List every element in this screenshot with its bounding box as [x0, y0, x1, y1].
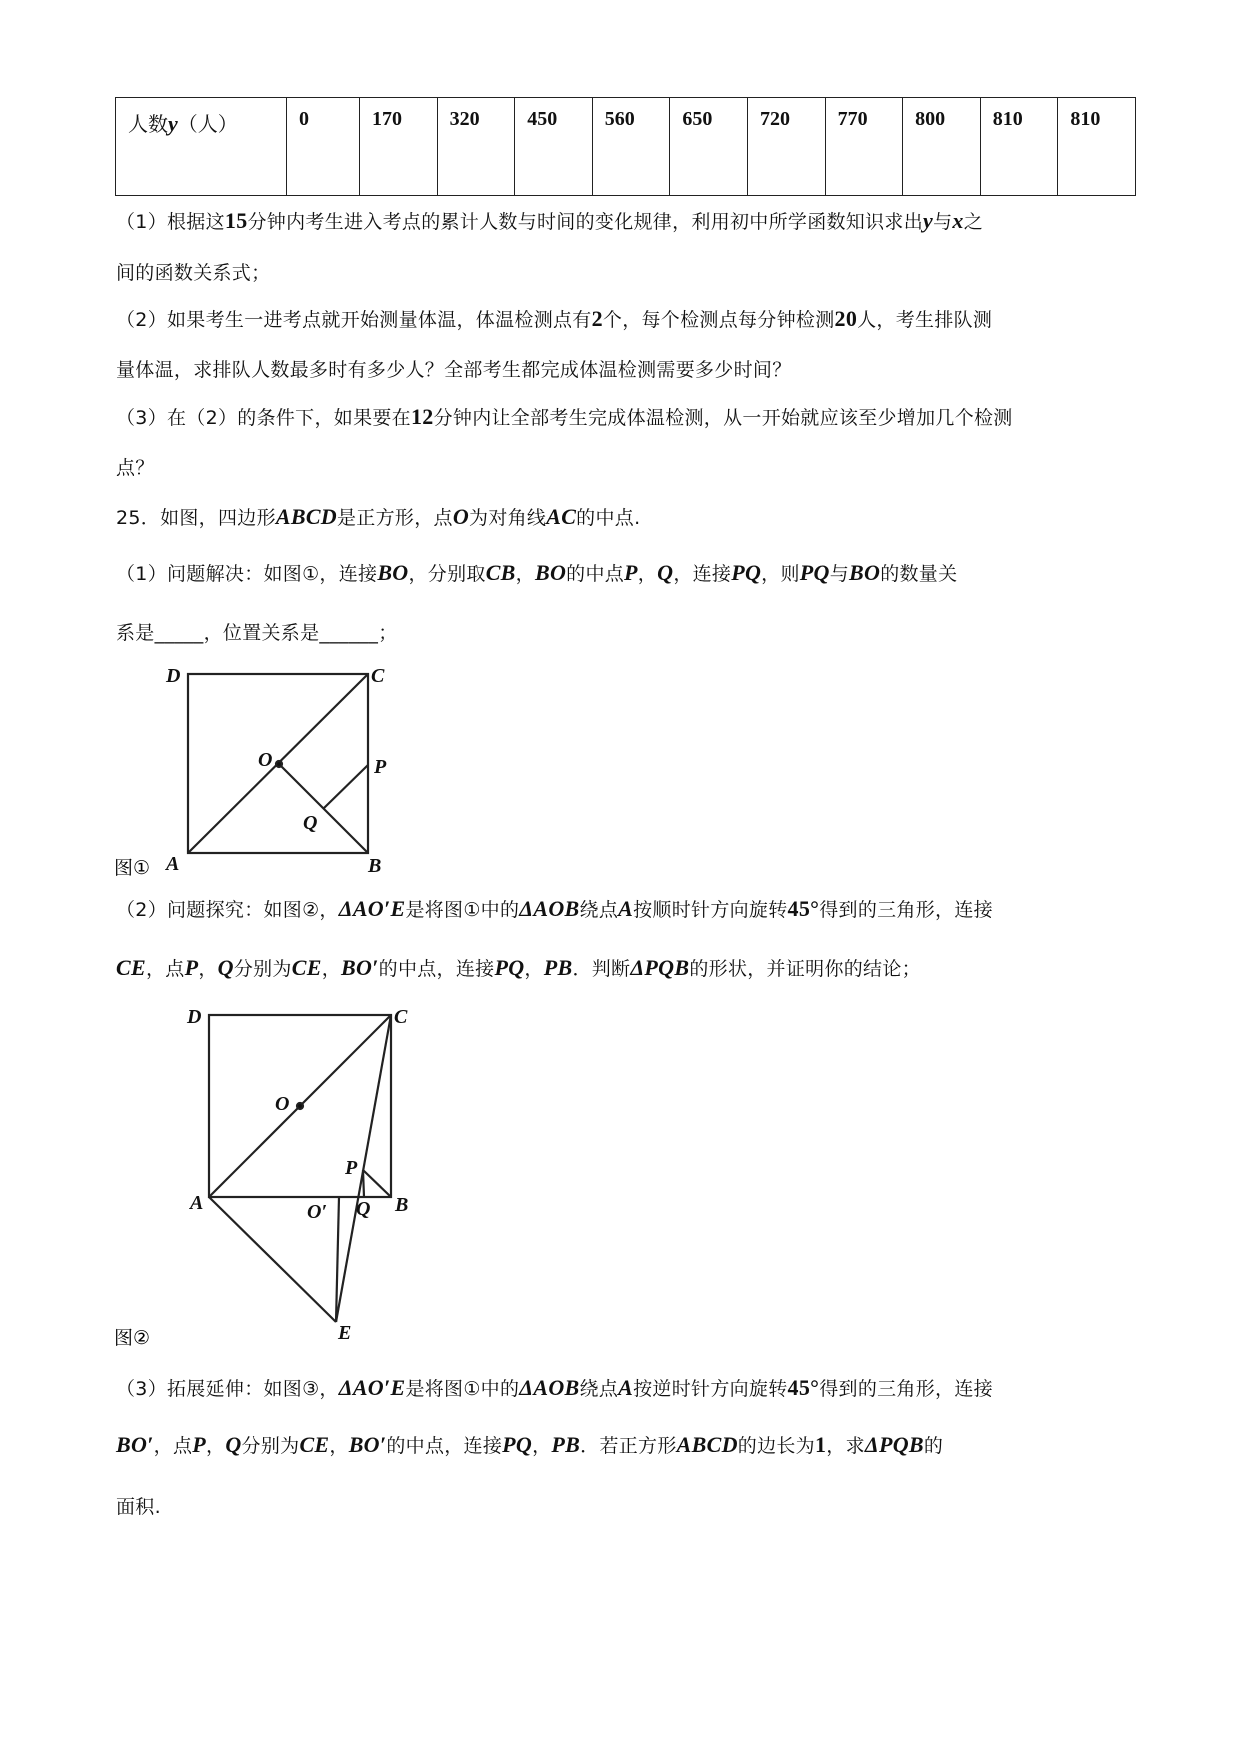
figure-1-caption: 图①	[114, 857, 151, 879]
text: 分别为	[233, 958, 292, 980]
label-b: B	[368, 855, 382, 877]
label-o: O	[275, 1093, 290, 1115]
text: ，点	[153, 1435, 193, 1457]
math: BO	[534, 560, 567, 585]
text: ，	[329, 1435, 349, 1457]
row-header-unit: （人）	[177, 112, 238, 136]
text: 分钟内让全部考生完成体温检测，从一开始就应该至少增加几个检测	[433, 407, 1013, 429]
math: CE	[291, 955, 322, 980]
text: 按逆时针方向旋转	[633, 1378, 788, 1400]
text: 系是	[116, 622, 155, 644]
number: 45°	[787, 896, 820, 921]
number: 1	[814, 1432, 827, 1457]
table-cell: 810	[980, 98, 1058, 196]
math: Q	[657, 560, 674, 585]
text: 绕点	[579, 1378, 619, 1400]
text: 25．如图，四边形	[116, 507, 276, 529]
number: 15	[224, 208, 248, 233]
text: 得到的三角形，连接	[819, 899, 993, 921]
label-b: B	[395, 1194, 409, 1216]
text: 的中点	[566, 563, 625, 585]
text: 之	[963, 211, 984, 233]
q25-part3-cont	[116, 1431, 943, 1458]
q25-part2-cont	[116, 954, 921, 981]
text: ，	[198, 958, 218, 980]
text: 的数量关	[880, 563, 958, 585]
math: CE	[116, 955, 146, 980]
text: ，	[637, 563, 658, 585]
q25-part3	[116, 1374, 993, 1401]
table-cell: 810	[1058, 98, 1136, 196]
q25-part2	[116, 895, 993, 922]
answer-blank: ______	[319, 622, 379, 644]
math: A	[618, 896, 634, 921]
figure-1	[188, 674, 368, 853]
label-q: Q	[356, 1198, 371, 1220]
table-cell: 320	[437, 98, 515, 196]
math: ΔAOB	[519, 1375, 580, 1400]
number: 2	[591, 306, 603, 331]
math: PQ	[494, 955, 525, 980]
math: PQ	[799, 560, 830, 585]
label-c: C	[394, 1006, 408, 1028]
number: 45°	[787, 1375, 820, 1400]
text: 得到的三角形，连接	[819, 1378, 993, 1400]
text: 人，考生排队测	[857, 309, 993, 331]
math: ΔPQB	[864, 1432, 924, 1457]
text: 是将图①中的	[405, 1378, 520, 1400]
math: P	[624, 560, 638, 585]
math: P	[184, 955, 199, 980]
label-o-prime: O′	[307, 1201, 328, 1223]
text: （2）如果考生一进考点就开始测量体温，体温检测点有	[116, 309, 592, 331]
label-d: D	[166, 665, 181, 687]
math: P	[192, 1432, 207, 1457]
math: ΔAO′E	[338, 896, 406, 921]
label-p: P	[345, 1157, 358, 1179]
math: BO′	[116, 1432, 154, 1457]
text: 分钟内考生进入考点的累计人数与时间的变化规律，利用初中所学函数知识求出	[247, 211, 924, 233]
text: ，位置关系是	[203, 622, 320, 644]
text: 按顺时针方向旋转	[633, 899, 788, 921]
text: ，	[515, 563, 535, 585]
text: 是正方形，点	[337, 507, 453, 529]
text: 的中点，连接	[386, 1435, 503, 1457]
math: ΔPQB	[630, 955, 690, 980]
point-o	[276, 761, 282, 767]
math: PB	[543, 955, 573, 980]
table-cell: 560	[592, 98, 670, 196]
text: （3）在（2）的条件下，如果要在	[116, 407, 411, 429]
math: BO′	[341, 955, 379, 980]
q24-part3-cont: 点？	[116, 457, 155, 479]
text: 分别为	[241, 1435, 300, 1457]
math: ABCD	[676, 1432, 738, 1457]
math: BO	[377, 560, 409, 585]
math: O	[452, 504, 470, 529]
q24-part2-cont: 量体温，求排队人数最多时有多少人？全部考生都完成体温检测需要多少时间？	[116, 359, 792, 381]
segment-pq	[324, 765, 368, 808]
math: Q	[225, 1432, 242, 1457]
text: ，求	[826, 1435, 865, 1457]
text: ，	[524, 958, 544, 980]
text: （1）问题解决：如图①，连接	[116, 563, 378, 585]
math: Q	[217, 955, 234, 980]
label-a: A	[190, 1192, 204, 1214]
math: x	[952, 208, 964, 233]
math: CE	[299, 1432, 330, 1457]
figure-2	[209, 1015, 391, 1322]
text: 为对角线	[469, 507, 547, 529]
text: 个，每个检测点每分钟检测	[602, 309, 835, 331]
text: ，连接	[673, 563, 732, 585]
math: BO	[849, 560, 881, 585]
table-cell: 0	[287, 98, 360, 196]
math: PQ	[502, 1432, 533, 1457]
table-cell: 170	[360, 98, 438, 196]
math: PQ	[731, 560, 762, 585]
label-q: Q	[303, 812, 318, 834]
segment-pq	[363, 1170, 364, 1197]
point-o	[297, 1103, 303, 1109]
label-o: O	[258, 749, 273, 771]
figure-2-caption: 图②	[114, 1327, 151, 1349]
text: ．判断	[572, 958, 631, 980]
text: 的中点，连接	[378, 958, 495, 980]
text: 的边长为	[737, 1435, 815, 1457]
label-c: C	[371, 665, 385, 687]
label-p: P	[374, 756, 387, 778]
table-cell: 770	[825, 98, 903, 196]
segment-pb	[363, 1170, 391, 1197]
math: A	[618, 1375, 634, 1400]
text: 的形状，并证明你的结论；	[689, 958, 921, 980]
text: ，分别取	[408, 563, 486, 585]
number: 12	[410, 404, 434, 429]
math: BO′	[348, 1432, 387, 1457]
math: y	[923, 208, 934, 233]
text: ，则	[761, 563, 800, 585]
text: ，	[206, 1435, 226, 1457]
table-cell: 450	[515, 98, 593, 196]
table-cell: 720	[747, 98, 825, 196]
math: ΔAOB	[519, 896, 580, 921]
row-header-var: y	[168, 111, 178, 136]
number: 20	[834, 306, 858, 331]
label-a: A	[166, 853, 180, 875]
label-e: E	[338, 1322, 352, 1344]
text: 是将图①中的	[405, 899, 520, 921]
label-d: D	[187, 1006, 202, 1028]
text: ，	[321, 958, 341, 980]
math: ABCD	[275, 504, 337, 529]
text: （2）问题探究：如图②，	[116, 899, 339, 921]
math: AC	[546, 504, 577, 529]
math: CB	[485, 560, 516, 585]
text: （3）拓展延伸：如图③，	[116, 1378, 339, 1400]
q25-part3-end: 面积.	[116, 1496, 161, 1518]
answer-blank: _____	[154, 622, 204, 644]
text: ．若正方形	[580, 1435, 677, 1457]
text: ；	[378, 622, 398, 644]
text: 与	[829, 563, 850, 585]
text: 与	[933, 211, 953, 233]
text: （1）根据这	[116, 211, 225, 233]
text: ，	[532, 1435, 552, 1457]
row-header-text: 人数	[128, 112, 168, 136]
text: 绕点	[579, 899, 619, 921]
math: PB	[551, 1432, 581, 1457]
text: ，点	[145, 958, 185, 980]
math: ΔAO′E	[338, 1375, 406, 1400]
text: 的中点.	[576, 507, 641, 529]
q24-part1-cont: 间的函数关系式；	[116, 262, 271, 284]
table-cell: 800	[903, 98, 981, 196]
text: 的	[923, 1435, 944, 1457]
table-cell: 650	[670, 98, 748, 196]
